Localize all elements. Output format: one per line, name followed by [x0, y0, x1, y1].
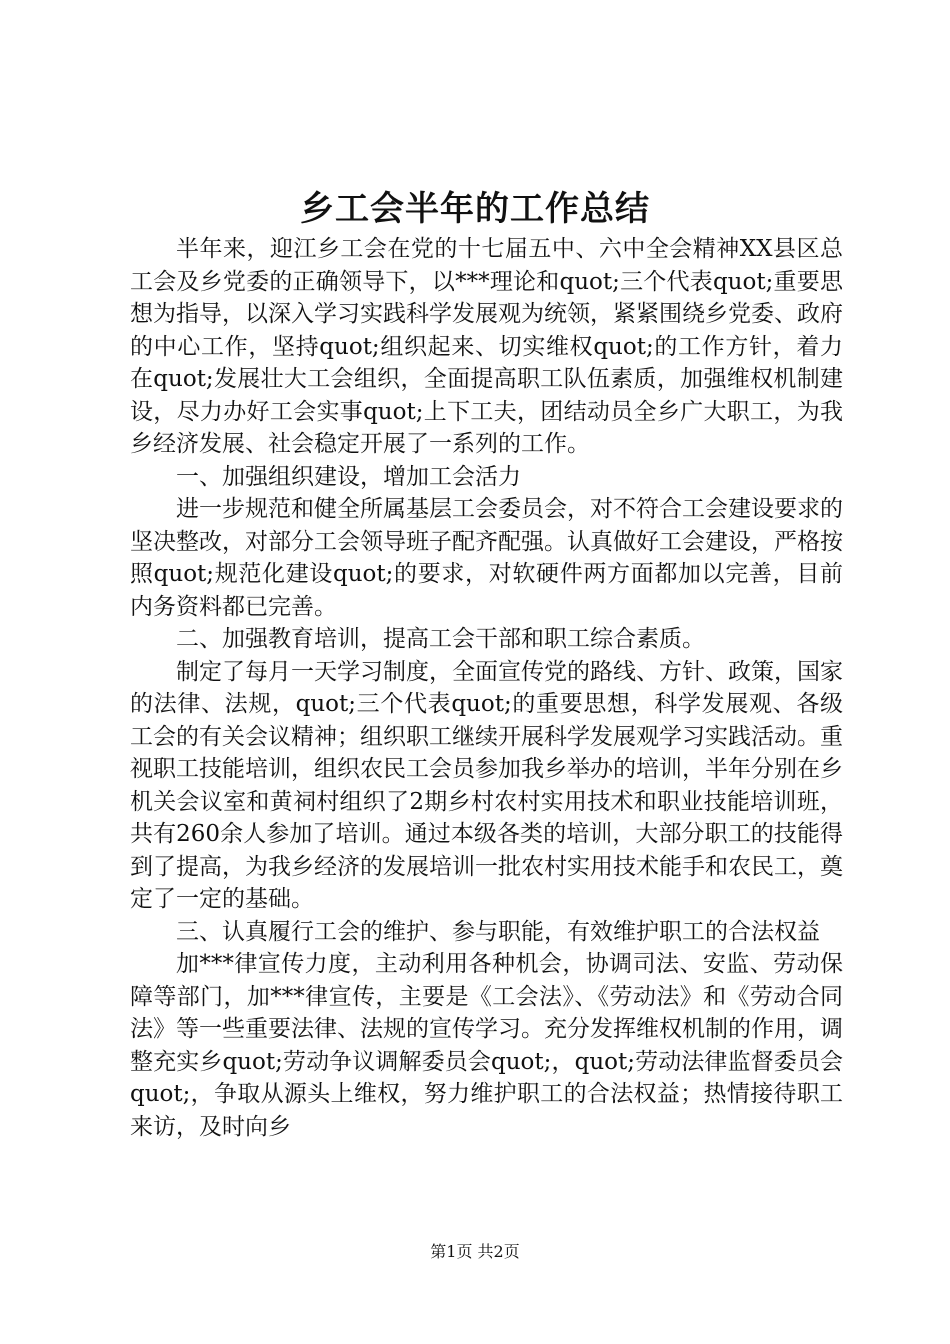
page-number-footer: 第1页 共2页	[430, 1242, 520, 1261]
paragraph-intro: 半年来，迎江乡工会在党的十七届五中、六中全会精神XX县区总工会及乡党委的正确领导下，以***理论和quot;三个代表quot;重要思想为指导，以深入学习实践科学发展观为统领，紧紧围绕乡党委、政府的中心工作，坚持quot;组织起来、切实维权quot;的工作方针，着力在quot;发展壮大工会组织，全面提高职工队伍素质，加强维权机制建设，尽力办好工会实事quot;上下工夫，团结动员全乡广大职工，为我乡经济发展、社会稳定开展了一系列的工作。	[130, 236, 843, 457]
paragraph-section-1: 进一步规范和健全所属基层工会委员会，对不符合工会建设要求的坚决整改，对部分工会领导班子配齐配强。认真做好工会建设，严格按照quot;规范化建设quot;的要求，对软硬件两方面都加以完善，目前内务资料都已完善。	[130, 496, 843, 620]
document-title: 乡工会半年的工作总结	[300, 189, 650, 229]
paragraph-section-2: 制定了每月一天学习制度，全面宣传党的路线、方针、政策，国家的法律、法规，quot;三个代表quot;的重要思想，科学发展观、各级工会的有关会议精神；组织职工继续开展科学发展观学习实践活动。重视职工技能培训，组织农民工会员参加我乡举办的培训，半年分别在乡机关会议室和黄祠村组织了2期乡村农村实用技术和职业技能培训班，共有260余人参加了培训。通过本级各类的培训，大部分职工的技能得到了提高，为我乡经济的发展培训一批农村实用技术能手和农民工，奠定了一定的基础。	[130, 658, 843, 912]
paragraph-section-3: 加***律宣传力度，主动利用各种机会，协调司法、安监、劳动保障等部门，加***律宣传，主要是《工会法》、《劳动法》和《劳动合同法》等一些重要法律、法规的宣传学习。充分发挥维权机制的作用，调整充实乡quot;劳动争议调解委员会quot;，quot;劳动法律监督委员会quot;，争取从源头上维权，努力维护职工的合法权益；热情接待职工来访，及时向乡	[130, 951, 843, 1140]
section-heading-2: 二、加强教育培训，提高工会干部和职工综合素质。	[176, 626, 705, 652]
document-body	[130, 233, 843, 1143]
section-heading-3: 三、认真履行工会的维护、参与职能，有效维护职工的合法权益	[176, 918, 820, 945]
section-heading-1: 一、加强组织建设，增加工会活力	[176, 463, 521, 490]
